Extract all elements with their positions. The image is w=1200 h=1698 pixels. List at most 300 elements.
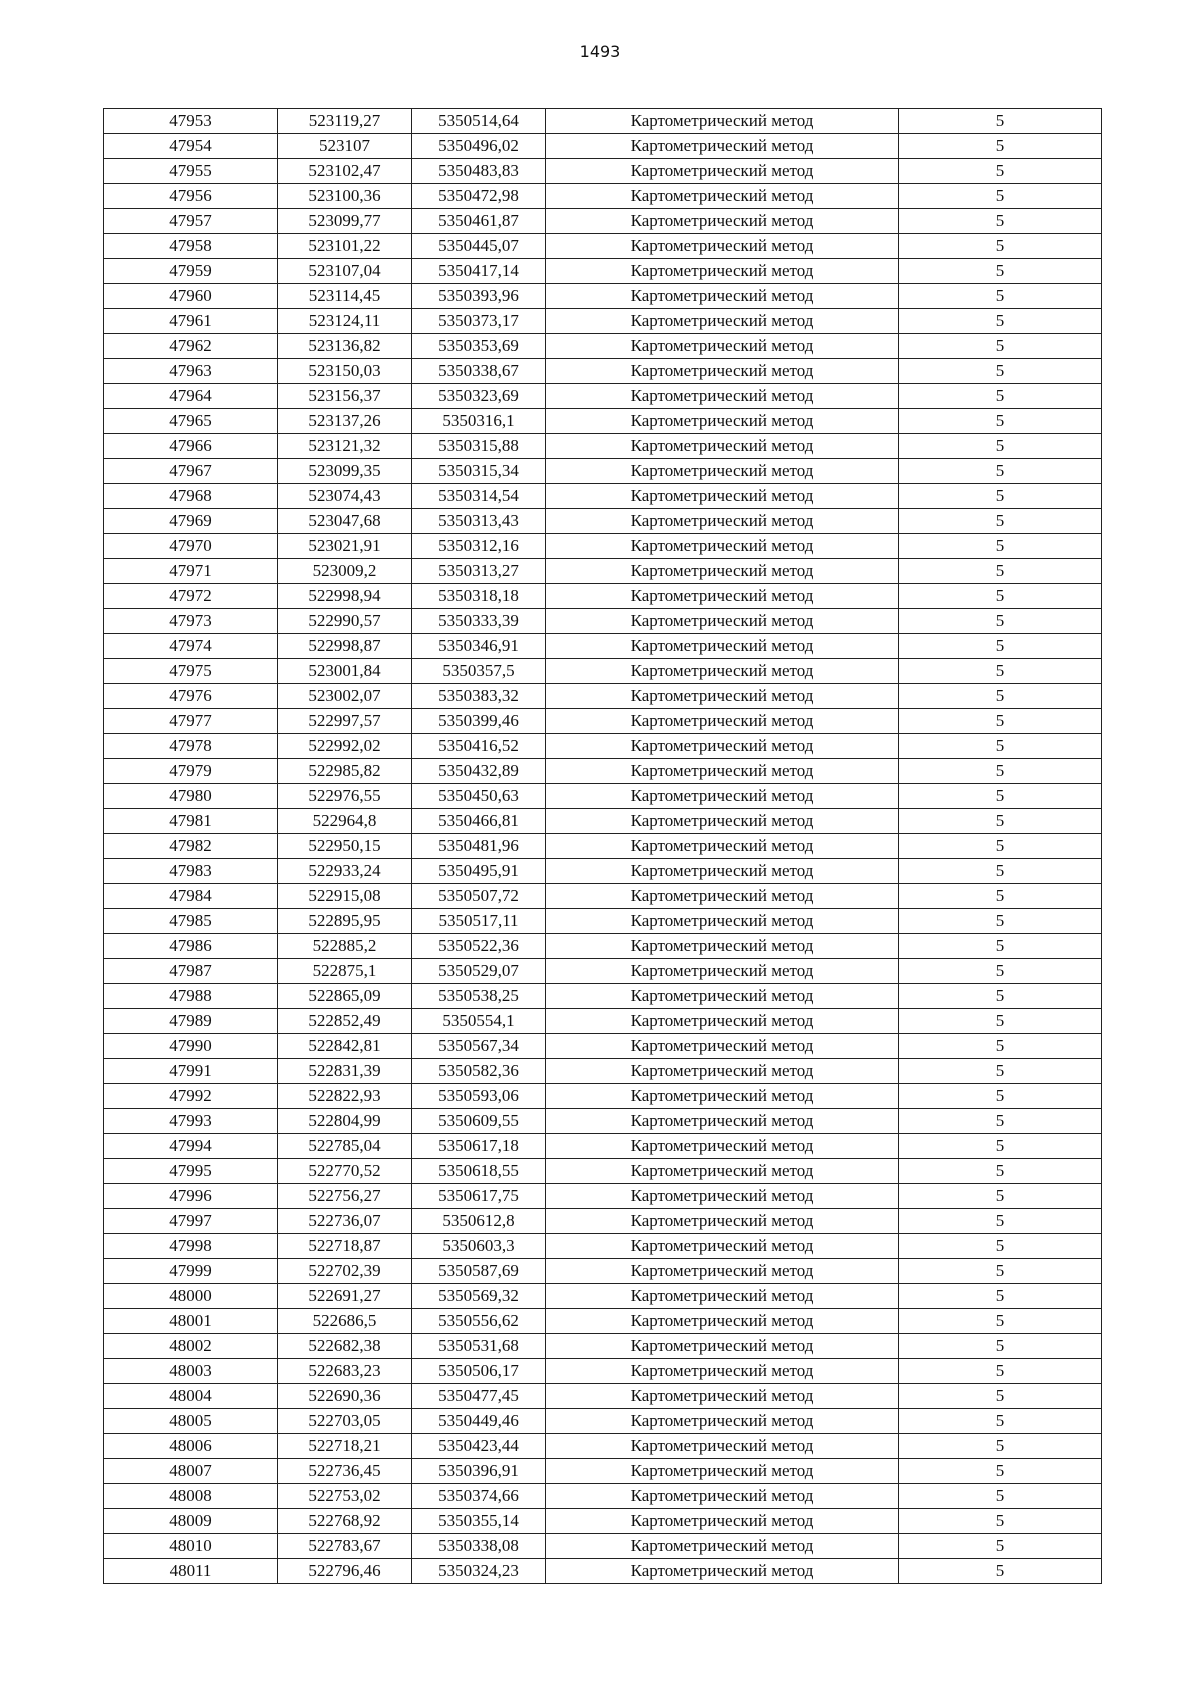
x-coordinate-cell: 522796,46 bbox=[278, 1559, 412, 1584]
y-coordinate-cell: 5350416,52 bbox=[412, 734, 546, 759]
accuracy-cell: 5 bbox=[899, 909, 1102, 934]
method-cell: Картометрический метод bbox=[546, 1384, 899, 1409]
table-row bbox=[104, 1109, 1102, 1134]
point-number-cell: 48004 bbox=[104, 1384, 278, 1409]
table-row bbox=[104, 259, 1102, 284]
accuracy-cell: 5 bbox=[899, 1084, 1102, 1109]
method-cell: Картометрический метод bbox=[546, 784, 899, 809]
point-number-cell: 47961 bbox=[104, 309, 278, 334]
y-coordinate-cell: 5350353,69 bbox=[412, 334, 546, 359]
x-coordinate-cell: 523107,04 bbox=[278, 259, 412, 284]
point-number-cell: 47973 bbox=[104, 609, 278, 634]
table-row bbox=[104, 909, 1102, 934]
method-cell: Картометрический метод bbox=[546, 134, 899, 159]
table-row bbox=[104, 1159, 1102, 1184]
table-row bbox=[104, 409, 1102, 434]
method-cell: Картометрический метод bbox=[546, 1159, 899, 1184]
method-cell: Картометрический метод bbox=[546, 1484, 899, 1509]
y-coordinate-cell: 5350522,36 bbox=[412, 934, 546, 959]
x-coordinate-cell: 523121,32 bbox=[278, 434, 412, 459]
point-number-cell: 48007 bbox=[104, 1459, 278, 1484]
table-row bbox=[104, 1134, 1102, 1159]
page-number: 1493 bbox=[579, 42, 621, 61]
method-cell: Картометрический метод bbox=[546, 559, 899, 584]
table-row bbox=[104, 1309, 1102, 1334]
x-coordinate-cell: 522736,07 bbox=[278, 1209, 412, 1234]
y-coordinate-cell: 5350315,34 bbox=[412, 459, 546, 484]
accuracy-cell: 5 bbox=[899, 109, 1102, 134]
method-cell: Картометрический метод bbox=[546, 1334, 899, 1359]
accuracy-cell: 5 bbox=[899, 1234, 1102, 1259]
method-cell: Картометрический метод bbox=[546, 1459, 899, 1484]
x-coordinate-cell: 523001,84 bbox=[278, 659, 412, 684]
y-coordinate-cell: 5350617,75 bbox=[412, 1184, 546, 1209]
table-row bbox=[104, 1084, 1102, 1109]
method-cell: Картометрический метод bbox=[546, 584, 899, 609]
method-cell: Картометрический метод bbox=[546, 1084, 899, 1109]
y-coordinate-cell: 5350323,69 bbox=[412, 384, 546, 409]
y-coordinate-cell: 5350318,18 bbox=[412, 584, 546, 609]
table-row bbox=[104, 1334, 1102, 1359]
accuracy-cell: 5 bbox=[899, 1284, 1102, 1309]
accuracy-cell: 5 bbox=[899, 434, 1102, 459]
method-cell: Картометрический метод bbox=[546, 684, 899, 709]
accuracy-cell: 5 bbox=[899, 634, 1102, 659]
x-coordinate-cell: 522831,39 bbox=[278, 1059, 412, 1084]
x-coordinate-cell: 523107 bbox=[278, 134, 412, 159]
x-coordinate-cell: 522785,04 bbox=[278, 1134, 412, 1159]
table-row bbox=[104, 609, 1102, 634]
point-number-cell: 47958 bbox=[104, 234, 278, 259]
accuracy-cell: 5 bbox=[899, 359, 1102, 384]
table-row bbox=[104, 334, 1102, 359]
x-coordinate-cell: 523101,22 bbox=[278, 234, 412, 259]
y-coordinate-cell: 5350461,87 bbox=[412, 209, 546, 234]
y-coordinate-cell: 5350432,89 bbox=[412, 759, 546, 784]
table-row bbox=[104, 959, 1102, 984]
method-cell: Картометрический метод bbox=[546, 359, 899, 384]
method-cell: Картометрический метод bbox=[546, 759, 899, 784]
accuracy-cell: 5 bbox=[899, 1534, 1102, 1559]
x-coordinate-cell: 522998,87 bbox=[278, 634, 412, 659]
table-row bbox=[104, 534, 1102, 559]
accuracy-cell: 5 bbox=[899, 1134, 1102, 1159]
x-coordinate-cell: 522865,09 bbox=[278, 984, 412, 1009]
y-coordinate-cell: 5350314,54 bbox=[412, 484, 546, 509]
accuracy-cell: 5 bbox=[899, 1184, 1102, 1209]
point-number-cell: 47953 bbox=[104, 109, 278, 134]
y-coordinate-cell: 5350449,46 bbox=[412, 1409, 546, 1434]
point-number-cell: 47976 bbox=[104, 684, 278, 709]
table-row bbox=[104, 684, 1102, 709]
x-coordinate-cell: 522990,57 bbox=[278, 609, 412, 634]
accuracy-cell: 5 bbox=[899, 934, 1102, 959]
point-number-cell: 48008 bbox=[104, 1484, 278, 1509]
y-coordinate-cell: 5350507,72 bbox=[412, 884, 546, 909]
y-coordinate-cell: 5350556,62 bbox=[412, 1309, 546, 1334]
x-coordinate-cell: 523099,35 bbox=[278, 459, 412, 484]
x-coordinate-cell: 522915,08 bbox=[278, 884, 412, 909]
point-number-cell: 48005 bbox=[104, 1409, 278, 1434]
point-number-cell: 47965 bbox=[104, 409, 278, 434]
accuracy-cell: 5 bbox=[899, 284, 1102, 309]
accuracy-cell: 5 bbox=[899, 234, 1102, 259]
point-number-cell: 47985 bbox=[104, 909, 278, 934]
accuracy-cell: 5 bbox=[899, 959, 1102, 984]
x-coordinate-cell: 522997,57 bbox=[278, 709, 412, 734]
y-coordinate-cell: 5350316,1 bbox=[412, 409, 546, 434]
table-row bbox=[104, 809, 1102, 834]
table-row bbox=[104, 1509, 1102, 1534]
table-row bbox=[104, 209, 1102, 234]
y-coordinate-cell: 5350357,5 bbox=[412, 659, 546, 684]
x-coordinate-cell: 522804,99 bbox=[278, 1109, 412, 1134]
y-coordinate-cell: 5350374,66 bbox=[412, 1484, 546, 1509]
y-coordinate-cell: 5350423,44 bbox=[412, 1434, 546, 1459]
y-coordinate-cell: 5350609,55 bbox=[412, 1109, 546, 1134]
point-number-cell: 47959 bbox=[104, 259, 278, 284]
point-number-cell: 47979 bbox=[104, 759, 278, 784]
accuracy-cell: 5 bbox=[899, 809, 1102, 834]
table-row bbox=[104, 934, 1102, 959]
method-cell: Картометрический метод bbox=[546, 1284, 899, 1309]
y-coordinate-cell: 5350593,06 bbox=[412, 1084, 546, 1109]
method-cell: Картометрический метод bbox=[546, 1259, 899, 1284]
method-cell: Картометрический метод bbox=[546, 959, 899, 984]
x-coordinate-cell: 522702,39 bbox=[278, 1259, 412, 1284]
x-coordinate-cell: 522718,21 bbox=[278, 1434, 412, 1459]
x-coordinate-cell: 522768,92 bbox=[278, 1509, 412, 1534]
y-coordinate-cell: 5350338,67 bbox=[412, 359, 546, 384]
point-number-cell: 48010 bbox=[104, 1534, 278, 1559]
accuracy-cell: 5 bbox=[899, 734, 1102, 759]
accuracy-cell: 5 bbox=[899, 1384, 1102, 1409]
point-number-cell: 47969 bbox=[104, 509, 278, 534]
accuracy-cell: 5 bbox=[899, 559, 1102, 584]
y-coordinate-cell: 5350355,14 bbox=[412, 1509, 546, 1534]
y-coordinate-cell: 5350603,3 bbox=[412, 1234, 546, 1259]
table-row bbox=[104, 1384, 1102, 1409]
point-number-cell: 47991 bbox=[104, 1059, 278, 1084]
method-cell: Картометрический метод bbox=[546, 1034, 899, 1059]
table-row bbox=[104, 984, 1102, 1009]
accuracy-cell: 5 bbox=[899, 1059, 1102, 1084]
table-row bbox=[104, 159, 1102, 184]
accuracy-cell: 5 bbox=[899, 1559, 1102, 1584]
x-coordinate-cell: 523119,27 bbox=[278, 109, 412, 134]
table-row bbox=[104, 1259, 1102, 1284]
y-coordinate-cell: 5350450,63 bbox=[412, 784, 546, 809]
method-cell: Картометрический метод bbox=[546, 1209, 899, 1234]
y-coordinate-cell: 5350514,64 bbox=[412, 109, 546, 134]
table-row bbox=[104, 1284, 1102, 1309]
method-cell: Картометрический метод bbox=[546, 284, 899, 309]
point-number-cell: 47956 bbox=[104, 184, 278, 209]
accuracy-cell: 5 bbox=[899, 1159, 1102, 1184]
point-number-cell: 47968 bbox=[104, 484, 278, 509]
y-coordinate-cell: 5350587,69 bbox=[412, 1259, 546, 1284]
y-coordinate-cell: 5350315,88 bbox=[412, 434, 546, 459]
point-number-cell: 47994 bbox=[104, 1134, 278, 1159]
table-row bbox=[104, 1359, 1102, 1384]
x-coordinate-cell: 522686,5 bbox=[278, 1309, 412, 1334]
method-cell: Картометрический метод bbox=[546, 1509, 899, 1534]
table-row bbox=[104, 1234, 1102, 1259]
x-coordinate-cell: 523150,03 bbox=[278, 359, 412, 384]
accuracy-cell: 5 bbox=[899, 1359, 1102, 1384]
accuracy-cell: 5 bbox=[899, 709, 1102, 734]
accuracy-cell: 5 bbox=[899, 784, 1102, 809]
accuracy-cell: 5 bbox=[899, 1259, 1102, 1284]
point-number-cell: 47957 bbox=[104, 209, 278, 234]
accuracy-cell: 5 bbox=[899, 1459, 1102, 1484]
y-coordinate-cell: 5350538,25 bbox=[412, 984, 546, 1009]
y-coordinate-cell: 5350346,91 bbox=[412, 634, 546, 659]
point-number-cell: 48006 bbox=[104, 1434, 278, 1459]
accuracy-cell: 5 bbox=[899, 1209, 1102, 1234]
point-number-cell: 48003 bbox=[104, 1359, 278, 1384]
accuracy-cell: 5 bbox=[899, 1509, 1102, 1534]
method-cell: Картометрический метод bbox=[546, 1434, 899, 1459]
x-coordinate-cell: 523100,36 bbox=[278, 184, 412, 209]
method-cell: Картометрический метод bbox=[546, 1359, 899, 1384]
method-cell: Картометрический метод bbox=[546, 859, 899, 884]
table-row bbox=[104, 434, 1102, 459]
method-cell: Картометрический метод bbox=[546, 384, 899, 409]
method-cell: Картометрический метод bbox=[546, 309, 899, 334]
point-number-cell: 47998 bbox=[104, 1234, 278, 1259]
y-coordinate-cell: 5350399,46 bbox=[412, 709, 546, 734]
point-number-cell: 47997 bbox=[104, 1209, 278, 1234]
method-cell: Картометрический метод bbox=[546, 1009, 899, 1034]
point-number-cell: 47972 bbox=[104, 584, 278, 609]
x-coordinate-cell: 523099,77 bbox=[278, 209, 412, 234]
x-coordinate-cell: 522822,93 bbox=[278, 1084, 412, 1109]
point-number-cell: 47983 bbox=[104, 859, 278, 884]
accuracy-cell: 5 bbox=[899, 459, 1102, 484]
x-coordinate-cell: 522852,49 bbox=[278, 1009, 412, 1034]
accuracy-cell: 5 bbox=[899, 1109, 1102, 1134]
x-coordinate-cell: 523136,82 bbox=[278, 334, 412, 359]
method-cell: Картометрический метод bbox=[546, 509, 899, 534]
point-number-cell: 47984 bbox=[104, 884, 278, 909]
table-row bbox=[104, 759, 1102, 784]
method-cell: Картометрический метод bbox=[546, 609, 899, 634]
point-number-cell: 48002 bbox=[104, 1334, 278, 1359]
point-number-cell: 48011 bbox=[104, 1559, 278, 1584]
x-coordinate-cell: 523002,07 bbox=[278, 684, 412, 709]
x-coordinate-cell: 522885,2 bbox=[278, 934, 412, 959]
accuracy-cell: 5 bbox=[899, 609, 1102, 634]
method-cell: Картометрический метод bbox=[546, 1534, 899, 1559]
table-row bbox=[104, 559, 1102, 584]
point-number-cell: 47974 bbox=[104, 634, 278, 659]
table-row bbox=[104, 184, 1102, 209]
method-cell: Картометрический метод bbox=[546, 1234, 899, 1259]
method-cell: Картометрический метод bbox=[546, 734, 899, 759]
method-cell: Картометрический метод bbox=[546, 259, 899, 284]
accuracy-cell: 5 bbox=[899, 1409, 1102, 1434]
method-cell: Картометрический метод bbox=[546, 159, 899, 184]
x-coordinate-cell: 522895,95 bbox=[278, 909, 412, 934]
accuracy-cell: 5 bbox=[899, 259, 1102, 284]
point-number-cell: 48001 bbox=[104, 1309, 278, 1334]
y-coordinate-cell: 5350618,55 bbox=[412, 1159, 546, 1184]
accuracy-cell: 5 bbox=[899, 534, 1102, 559]
accuracy-cell: 5 bbox=[899, 484, 1102, 509]
x-coordinate-cell: 522783,67 bbox=[278, 1534, 412, 1559]
point-number-cell: 47955 bbox=[104, 159, 278, 184]
table-row bbox=[104, 359, 1102, 384]
y-coordinate-cell: 5350517,11 bbox=[412, 909, 546, 934]
y-coordinate-cell: 5350582,36 bbox=[412, 1059, 546, 1084]
method-cell: Картометрический метод bbox=[546, 409, 899, 434]
x-coordinate-cell: 522842,81 bbox=[278, 1034, 412, 1059]
table-row bbox=[104, 734, 1102, 759]
y-coordinate-cell: 5350383,32 bbox=[412, 684, 546, 709]
table-row bbox=[104, 1059, 1102, 1084]
point-number-cell: 47988 bbox=[104, 984, 278, 1009]
point-number-cell: 48009 bbox=[104, 1509, 278, 1534]
point-number-cell: 47992 bbox=[104, 1084, 278, 1109]
x-coordinate-cell: 522682,38 bbox=[278, 1334, 412, 1359]
table-row bbox=[104, 834, 1102, 859]
y-coordinate-cell: 5350373,17 bbox=[412, 309, 546, 334]
method-cell: Картометрический метод bbox=[546, 434, 899, 459]
accuracy-cell: 5 bbox=[899, 334, 1102, 359]
point-number-cell: 47982 bbox=[104, 834, 278, 859]
table-row bbox=[104, 784, 1102, 809]
table-row bbox=[104, 109, 1102, 134]
method-cell: Картометрический метод bbox=[546, 1134, 899, 1159]
y-coordinate-cell: 5350313,27 bbox=[412, 559, 546, 584]
accuracy-cell: 5 bbox=[899, 1434, 1102, 1459]
y-coordinate-cell: 5350495,91 bbox=[412, 859, 546, 884]
table-row bbox=[104, 459, 1102, 484]
method-cell: Картометрический метод bbox=[546, 209, 899, 234]
x-coordinate-cell: 523009,2 bbox=[278, 559, 412, 584]
table-row bbox=[104, 309, 1102, 334]
point-number-cell: 47971 bbox=[104, 559, 278, 584]
accuracy-cell: 5 bbox=[899, 1484, 1102, 1509]
y-coordinate-cell: 5350393,96 bbox=[412, 284, 546, 309]
x-coordinate-cell: 522683,23 bbox=[278, 1359, 412, 1384]
table-row bbox=[104, 234, 1102, 259]
table-row bbox=[104, 709, 1102, 734]
point-number-cell: 47989 bbox=[104, 1009, 278, 1034]
coordinates-table-body bbox=[104, 109, 1102, 1584]
table-row bbox=[104, 634, 1102, 659]
accuracy-cell: 5 bbox=[899, 884, 1102, 909]
method-cell: Картометрический метод bbox=[546, 534, 899, 559]
method-cell: Картометрический метод bbox=[546, 334, 899, 359]
accuracy-cell: 5 bbox=[899, 384, 1102, 409]
method-cell: Картометрический метод bbox=[546, 1184, 899, 1209]
table-row bbox=[104, 1184, 1102, 1209]
table-row bbox=[104, 1484, 1102, 1509]
point-number-cell: 47986 bbox=[104, 934, 278, 959]
accuracy-cell: 5 bbox=[899, 509, 1102, 534]
accuracy-cell: 5 bbox=[899, 1334, 1102, 1359]
table-row bbox=[104, 484, 1102, 509]
point-number-cell: 47980 bbox=[104, 784, 278, 809]
x-coordinate-cell: 523114,45 bbox=[278, 284, 412, 309]
table-row bbox=[104, 284, 1102, 309]
method-cell: Картометрический метод bbox=[546, 184, 899, 209]
coordinates-table bbox=[103, 108, 1102, 1584]
point-number-cell: 47993 bbox=[104, 1109, 278, 1134]
table-row bbox=[104, 1009, 1102, 1034]
y-coordinate-cell: 5350554,1 bbox=[412, 1009, 546, 1034]
table-row bbox=[104, 584, 1102, 609]
y-coordinate-cell: 5350496,02 bbox=[412, 134, 546, 159]
point-number-cell: 47962 bbox=[104, 334, 278, 359]
method-cell: Картометрический метод bbox=[546, 934, 899, 959]
accuracy-cell: 5 bbox=[899, 684, 1102, 709]
x-coordinate-cell: 523021,91 bbox=[278, 534, 412, 559]
accuracy-cell: 5 bbox=[899, 209, 1102, 234]
point-number-cell: 47970 bbox=[104, 534, 278, 559]
point-number-cell: 47981 bbox=[104, 809, 278, 834]
y-coordinate-cell: 5350312,16 bbox=[412, 534, 546, 559]
y-coordinate-cell: 5350477,45 bbox=[412, 1384, 546, 1409]
x-coordinate-cell: 522691,27 bbox=[278, 1284, 412, 1309]
accuracy-cell: 5 bbox=[899, 1309, 1102, 1334]
point-number-cell: 47967 bbox=[104, 459, 278, 484]
method-cell: Картометрический метод bbox=[546, 234, 899, 259]
table-row bbox=[104, 1559, 1102, 1584]
x-coordinate-cell: 522718,87 bbox=[278, 1234, 412, 1259]
table-row bbox=[104, 1459, 1102, 1484]
x-coordinate-cell: 522753,02 bbox=[278, 1484, 412, 1509]
point-number-cell: 47995 bbox=[104, 1159, 278, 1184]
y-coordinate-cell: 5350396,91 bbox=[412, 1459, 546, 1484]
method-cell: Картометрический метод bbox=[546, 1559, 899, 1584]
table-row bbox=[104, 1409, 1102, 1434]
y-coordinate-cell: 5350417,14 bbox=[412, 259, 546, 284]
y-coordinate-cell: 5350472,98 bbox=[412, 184, 546, 209]
x-coordinate-cell: 522998,94 bbox=[278, 584, 412, 609]
table-row bbox=[104, 509, 1102, 534]
table-row bbox=[104, 859, 1102, 884]
y-coordinate-cell: 5350569,32 bbox=[412, 1284, 546, 1309]
x-coordinate-cell: 522756,27 bbox=[278, 1184, 412, 1209]
table-row bbox=[104, 1034, 1102, 1059]
accuracy-cell: 5 bbox=[899, 409, 1102, 434]
x-coordinate-cell: 522976,55 bbox=[278, 784, 412, 809]
x-coordinate-cell: 522736,45 bbox=[278, 1459, 412, 1484]
accuracy-cell: 5 bbox=[899, 1009, 1102, 1034]
method-cell: Картометрический метод bbox=[546, 634, 899, 659]
x-coordinate-cell: 523047,68 bbox=[278, 509, 412, 534]
point-number-cell: 47977 bbox=[104, 709, 278, 734]
point-number-cell: 47960 bbox=[104, 284, 278, 309]
y-coordinate-cell: 5350481,96 bbox=[412, 834, 546, 859]
x-coordinate-cell: 523124,11 bbox=[278, 309, 412, 334]
point-number-cell: 47999 bbox=[104, 1259, 278, 1284]
table-row bbox=[104, 134, 1102, 159]
x-coordinate-cell: 523074,43 bbox=[278, 484, 412, 509]
method-cell: Картометрический метод bbox=[546, 809, 899, 834]
point-number-cell: 48000 bbox=[104, 1284, 278, 1309]
point-number-cell: 47964 bbox=[104, 384, 278, 409]
table-row bbox=[104, 659, 1102, 684]
point-number-cell: 47963 bbox=[104, 359, 278, 384]
y-coordinate-cell: 5350333,39 bbox=[412, 609, 546, 634]
accuracy-cell: 5 bbox=[899, 584, 1102, 609]
y-coordinate-cell: 5350324,23 bbox=[412, 1559, 546, 1584]
x-coordinate-cell: 523156,37 bbox=[278, 384, 412, 409]
